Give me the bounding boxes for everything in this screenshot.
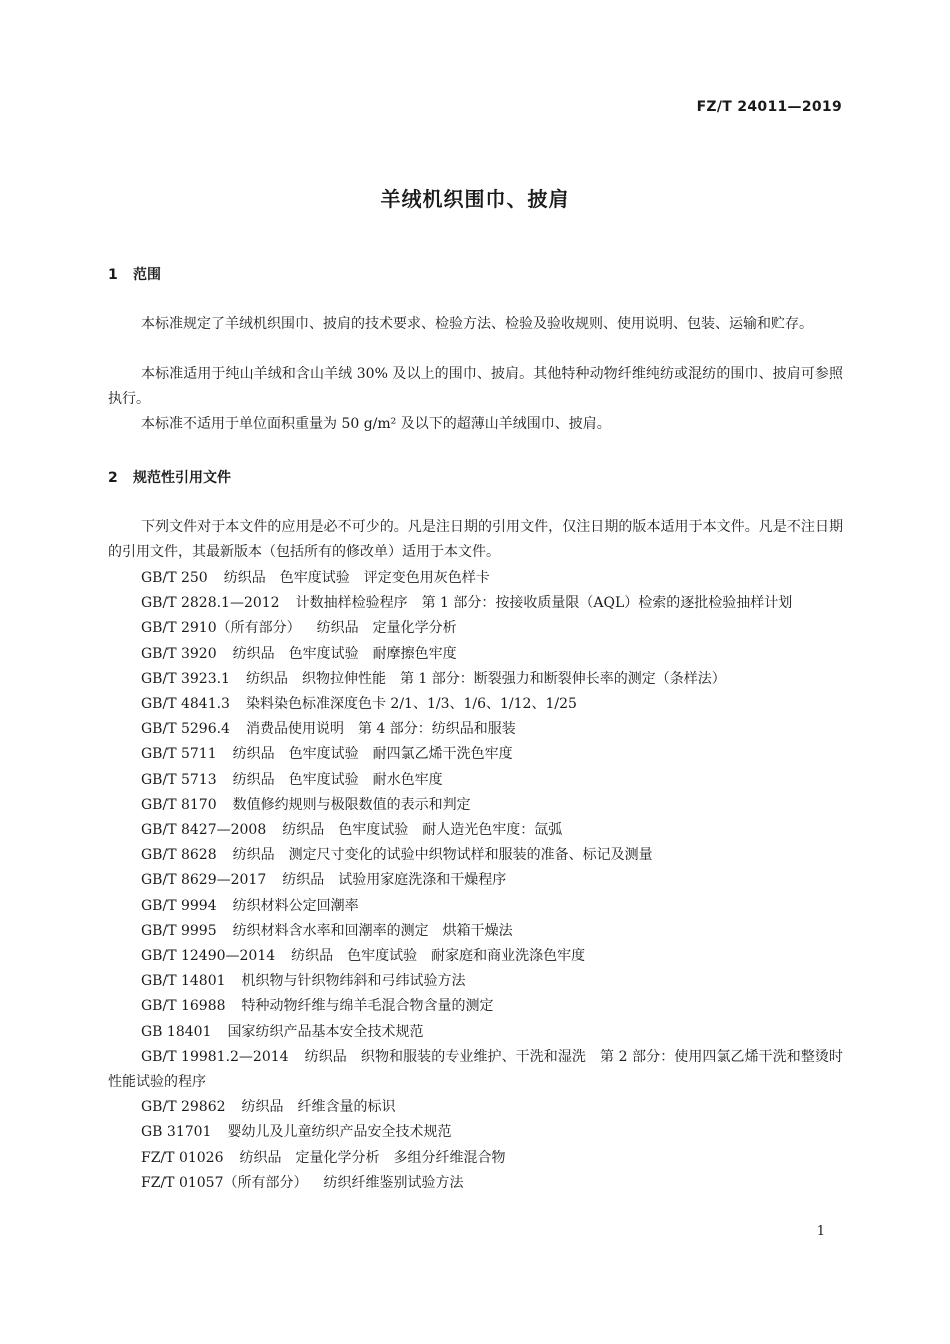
page-number: 1: [816, 1224, 825, 1239]
reference-title: 纺织品 色牢度试验 耐四氯乙烯干洗色牢度: [232, 746, 513, 763]
section-heading-normative-references: [108, 467, 231, 487]
reference-item: [108, 793, 843, 818]
reference-item: [108, 1120, 843, 1145]
reference-title: 纺织材料含水率和回潮率的测定 烘箱干燥法: [232, 922, 513, 939]
references-intro-paragraph: 下列文件对于本文件的应用是必不可少的。凡是注日期的引用文件，仅注日期的版本适用于本文件。凡是不注日期的引用文件，其最新版本（包括所有的修改单）适用于本文件。: [108, 519, 843, 560]
reference-item: [108, 591, 843, 616]
reference-item: [108, 919, 843, 944]
reference-code: GB/T 3923.1: [141, 670, 230, 687]
reference-code: GB/T 5296.4: [141, 721, 230, 738]
document-title: 羊绒机织围巾、披肩: [380, 187, 570, 211]
reference-code: FZ/T 01057（所有部分）: [141, 1174, 308, 1191]
reference-item: [108, 969, 843, 994]
section-number: 1: [108, 267, 118, 283]
reference-code: GB/T 8629—2017: [141, 872, 267, 889]
section-title: 范围: [133, 267, 161, 283]
reference-title: 消费品使用说明 第 4 部分：纺织品和服装: [245, 721, 516, 738]
reference-item: [108, 566, 843, 591]
scope-paragraph-2: 本标准适用于纯山羊绒和含山羊绒 30% 及以上的围巾、披肩。其他特种动物纤维纯纺或混纺的围巾、披肩可参照执行。: [108, 366, 843, 407]
reference-code: GB/T 5711: [141, 746, 217, 763]
reference-title: 纺织品 色牢度试验 评定变色用灰色样卡: [223, 570, 490, 586]
scope-paragraph-3: 本标准不适用于单位面积重量为 50 g/m² 及以下的超薄山羊绒围巾、披肩。: [141, 416, 611, 432]
reference-title: 纺织品 定量化学分析 多组分纤维混合物: [239, 1149, 506, 1166]
reference-code: GB/T 250: [141, 570, 208, 586]
reference-title: 纺织品 试验用家庭洗涤和干燥程序: [282, 872, 507, 889]
reference-item: [108, 894, 843, 919]
reference-code: GB/T 2828.1—2012: [141, 595, 280, 612]
reference-item: [108, 1171, 843, 1196]
reference-code: GB/T 8427—2008: [141, 822, 267, 839]
reference-title: 纺织品 色牢度试验 耐人造光色牢度：氙弧: [282, 822, 563, 839]
reference-code: GB/T 2910（所有部分）: [141, 620, 301, 637]
reference-title: 数值修约规则与极限数值的表示和判定: [232, 796, 471, 813]
reference-item: [108, 843, 843, 868]
standard-number: FZ/T 24011—2019: [696, 99, 842, 115]
reference-code: GB 31701: [141, 1124, 212, 1141]
reference-item: [108, 1045, 843, 1095]
reference-item: [108, 642, 843, 667]
reference-code: GB/T 4841.3: [141, 696, 230, 713]
reference-code: GB/T 3920: [141, 645, 217, 662]
reference-title: 纺织纤维鉴别试验方法: [323, 1174, 464, 1191]
reference-title: 特种动物纤维与绵羊毛混合物含量的测定: [241, 998, 494, 1015]
reference-item: [108, 768, 843, 793]
reference-title: 纺织品 定量化学分析: [316, 620, 457, 637]
reference-code: GB/T 16988: [141, 998, 226, 1015]
reference-title: 纺织品 织物拉伸性能 第 1 部分：断裂强力和断裂伸长率的测定（条样法）: [245, 670, 726, 687]
reference-title: 纺织品 色牢度试验 耐水色牢度: [232, 771, 443, 788]
reference-item: [108, 692, 843, 717]
reference-code: FZ/T 01026: [141, 1149, 224, 1166]
reference-code: GB/T 8628: [141, 847, 217, 864]
reference-item: [108, 667, 843, 692]
reference-code: GB/T 19981.2—2014: [141, 1048, 289, 1065]
reference-item: [108, 994, 843, 1019]
reference-code: GB/T 9994: [141, 897, 217, 914]
reference-item: [108, 944, 843, 969]
reference-title: 机织物与针织物纬斜和弓纬试验方法: [241, 973, 466, 990]
section-heading-scope: [108, 264, 161, 284]
reference-title: 婴幼儿及儿童纺织产品安全技术规范: [227, 1124, 452, 1141]
reference-code: GB/T 9995: [141, 922, 217, 939]
section-title: 规范性引用文件: [133, 470, 231, 486]
reference-item: [108, 616, 843, 641]
reference-code: GB/T 5713: [141, 771, 217, 788]
reference-list: [108, 566, 843, 1196]
reference-title: 纺织品 色牢度试验 耐摩擦色牢度: [232, 645, 457, 662]
reference-item: [108, 1020, 843, 1045]
reference-title: 染料染色标准深度色卡 2/1、1/3、1/6、1/12、1/25: [245, 696, 577, 713]
reference-title: 纺织品 纤维含量的标识: [241, 1099, 396, 1116]
reference-title: 纺织品 织物和服装的专业维护、干洗和湿洗 第 2 部分：使用四氯乙烯干洗和整烫时性能试验的程序: [108, 1048, 844, 1091]
reference-title: 计数抽样检验程序 第 1 部分：按接收质量限（AQL）检索的逐批检验抽样计划: [295, 595, 793, 612]
reference-item: [108, 1146, 843, 1171]
reference-item: [108, 742, 843, 767]
reference-item: [108, 1095, 843, 1120]
reference-code: GB/T 8170: [141, 796, 217, 813]
reference-title: 纺织品 测定尺寸变化的试验中织物试样和服装的准备、标记及测量: [232, 847, 653, 864]
reference-item: [108, 717, 843, 742]
reference-item: [108, 868, 843, 893]
reference-title: 纺织品 色牢度试验 耐家庭和商业洗涤色牢度: [291, 948, 586, 965]
reference-title: 纺织材料公定回潮率: [232, 897, 359, 914]
reference-code: GB/T 12490—2014: [141, 948, 276, 965]
reference-item: [108, 818, 843, 843]
reference-code: GB/T 14801: [141, 973, 226, 990]
scope-paragraph-1: 本标准规定了羊绒机织围巾、披肩的技术要求、检验方法、检验及验收规则、使用说明、包装、运输和贮存。: [141, 316, 813, 332]
reference-code: GB 18401: [141, 1023, 212, 1040]
reference-code: GB/T 29862: [141, 1099, 226, 1116]
section-number: 2: [108, 470, 118, 486]
reference-title: 国家纺织产品基本安全技术规范: [227, 1023, 424, 1040]
